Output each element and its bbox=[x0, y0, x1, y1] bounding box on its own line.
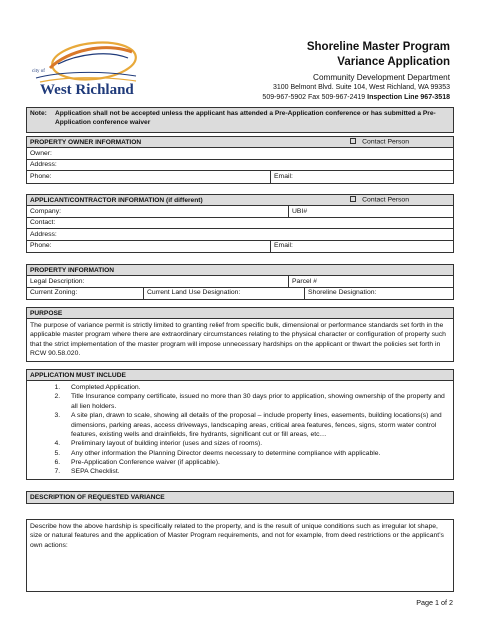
list-item: 3. A site plan, drawn to scale, showing all details of the proposal – include property lines, easements, building locations(s) and dimensions, parking areas, access driveways, landscaping areas, critical area features, fences, signs, storm water control features, existing wells and drainfields, fire hydrants, significant cut or fill areas, etc… bbox=[62, 411, 450, 439]
note-label: Note: bbox=[30, 110, 47, 117]
list-item: 1. Completed Application. bbox=[62, 383, 450, 392]
requirements-list bbox=[27, 381, 453, 479]
field-label: Contact: bbox=[30, 219, 56, 226]
section-header bbox=[27, 370, 453, 381]
department-address: 3100 Belmont Blvd. Suite 104, West Richland, WA 99353 bbox=[272, 84, 450, 92]
owner-field[interactable] bbox=[27, 148, 453, 159]
applicant-phone-field[interactable] bbox=[27, 241, 270, 253]
section-header bbox=[27, 265, 453, 276]
owner-phone-field[interactable] bbox=[27, 171, 270, 183]
page-number: Page 1 of 2 bbox=[416, 598, 453, 607]
company-field[interactable] bbox=[27, 206, 288, 217]
ubi-field[interactable] bbox=[288, 206, 453, 217]
field-label: Owner: bbox=[30, 149, 52, 157]
contact-person-label: Contact Person bbox=[362, 138, 409, 146]
owner-email-field[interactable] bbox=[270, 171, 453, 183]
form-row bbox=[27, 241, 453, 253]
field-label: Email: bbox=[274, 172, 293, 180]
form-row bbox=[27, 218, 453, 230]
variance-instructions: Describe how the above hardship is specifically related to the property, and is the result of unique conditions such as irregular lot shape, size or natural features and the application of Master Program requirements, and not for example, from deed restrictions or the applicant’s own actions: bbox=[30, 523, 444, 549]
logo-city-of: city of bbox=[32, 69, 45, 74]
title-block bbox=[210, 40, 450, 103]
field-label: Phone: bbox=[30, 242, 52, 249]
owner-address-field[interactable] bbox=[27, 160, 453, 171]
legal-description-field[interactable] bbox=[27, 276, 288, 287]
field-label: Legal Description: bbox=[30, 277, 85, 285]
contact-field[interactable] bbox=[27, 218, 453, 229]
checkbox-icon[interactable] bbox=[350, 196, 356, 202]
shoreline-designation-field[interactable] bbox=[304, 288, 453, 300]
applicant-address-field[interactable] bbox=[27, 229, 453, 240]
section-title: PROPERTY OWNER INFORMATION bbox=[30, 138, 142, 146]
pre-application-note bbox=[26, 107, 454, 133]
parcel-field[interactable] bbox=[288, 276, 453, 287]
section-title: APPLICATION MUST INCLUDE bbox=[30, 371, 126, 379]
phone-fax: 509-967-5902 Fax 509-967-2419 bbox=[262, 93, 368, 101]
inspection-line: Inspection Line 967-3518 bbox=[367, 93, 450, 101]
section-header bbox=[27, 308, 453, 319]
note-text: Application shall not be accepted unless the applicant has attended a Pre-Application conference or has submitted a Pre-Application conference waiver bbox=[55, 110, 436, 126]
form-row bbox=[27, 206, 453, 218]
contact-person-label: Contact Person bbox=[362, 196, 409, 204]
list-item: 2. Title Insurance company certificate, issued no more than 30 days prior to application, showing ownership of the property and all lien holders. bbox=[62, 392, 450, 411]
form-row bbox=[27, 171, 453, 183]
field-label: Shoreline Designation: bbox=[308, 289, 377, 296]
section-header bbox=[27, 195, 453, 206]
application-requirements-section bbox=[26, 369, 454, 480]
form-row bbox=[27, 160, 453, 172]
field-label: Phone: bbox=[30, 172, 52, 180]
form-row bbox=[27, 229, 453, 241]
document-subtitle: Variance Application bbox=[337, 55, 450, 68]
list-item: 7. SEPA Checklist. bbox=[62, 467, 450, 476]
list-item: 6. Pre-Application Conference waiver (if applicable). bbox=[62, 458, 450, 467]
owner-contact-person[interactable] bbox=[350, 138, 409, 147]
section-title: APPLICANT/CONTRACTOR INFORMATION (if different) bbox=[30, 196, 203, 204]
field-label: Current Land Use Designation: bbox=[147, 289, 241, 296]
field-label: UBI# bbox=[292, 207, 308, 215]
department-phone bbox=[210, 94, 450, 103]
property-info-section bbox=[26, 264, 454, 300]
field-label: Email: bbox=[274, 242, 293, 249]
section-header bbox=[27, 137, 453, 148]
section-title: PURPOSE bbox=[30, 309, 63, 317]
section-title: PROPERTY INFORMATION bbox=[30, 266, 115, 274]
section-header bbox=[27, 492, 453, 503]
purpose-section bbox=[26, 307, 454, 362]
applicant-email-field[interactable] bbox=[270, 241, 453, 253]
field-label: Current Zoning: bbox=[30, 289, 78, 296]
logo-swoosh-icon bbox=[36, 39, 138, 84]
current-zoning-field[interactable] bbox=[27, 288, 143, 300]
checkbox-icon[interactable] bbox=[350, 138, 356, 144]
variance-description-field[interactable] bbox=[26, 519, 454, 592]
logo-name: West Richland bbox=[40, 82, 134, 96]
list-item: 5. Any other information the Planning Director deems necessary to determine compliance with applicable. bbox=[62, 449, 450, 458]
purpose-text: The purpose of variance permit is strictly limited to granting relief from specific bulk, dimensional or performance standards set forth in the applicable master program where there are extraordinary circumstances relating to the physical character or configuration of property such that the strict implementation of the master program will impose unnecessary hardships on the applicant or thwart the policies set forth in RCW 90.58.020. bbox=[30, 322, 446, 358]
west-richland-logo bbox=[28, 34, 140, 96]
department-name: Community Development Department bbox=[313, 72, 450, 82]
field-label: Address: bbox=[30, 161, 57, 168]
property-owner-section bbox=[26, 136, 454, 184]
form-row bbox=[27, 276, 453, 288]
form-row bbox=[27, 148, 453, 160]
list-item: 4. Preliminary layout of building interior (uses and sizes of rooms). bbox=[62, 439, 450, 448]
requested-variance-section bbox=[26, 491, 454, 504]
form-row bbox=[27, 288, 453, 300]
section-title: DESCRIPTION OF REQUESTED VARIANCE bbox=[30, 493, 165, 501]
field-label: Parcel # bbox=[292, 277, 317, 285]
field-label: Company: bbox=[30, 207, 61, 215]
applicant-contact-person[interactable] bbox=[350, 196, 409, 205]
field-label: Address: bbox=[30, 230, 57, 238]
document-title: Shoreline Master Program bbox=[306, 41, 450, 53]
land-use-field[interactable] bbox=[143, 288, 304, 300]
applicant-section bbox=[26, 194, 454, 253]
